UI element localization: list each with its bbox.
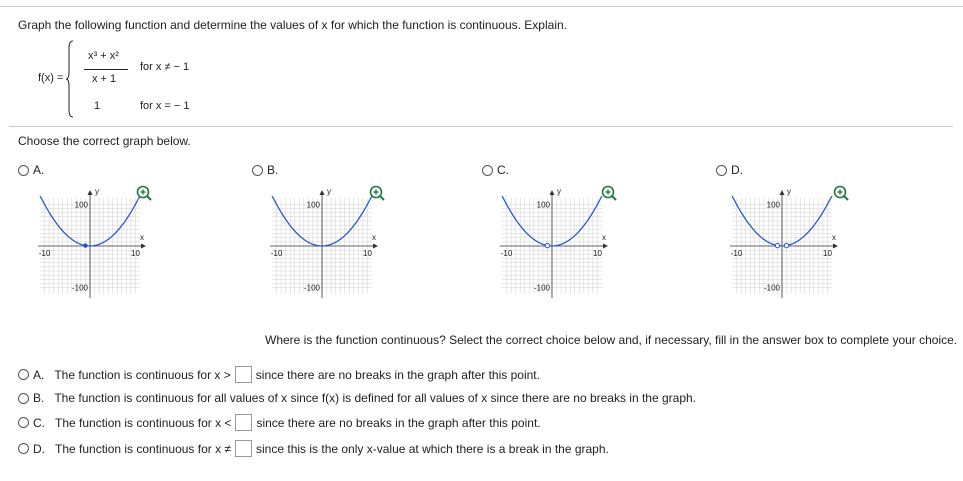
- y-axis-label: y: [95, 187, 99, 196]
- answer-input-d[interactable]: [235, 440, 252, 457]
- radio-b[interactable]: [252, 165, 263, 176]
- filled-point: [83, 243, 87, 247]
- x-arrow: [833, 244, 838, 249]
- x-tick-label: -10: [500, 249, 513, 258]
- answer-radio-a[interactable]: [18, 369, 29, 380]
- answer-post-c: since there are no breaks in the graph after this point.: [256, 415, 541, 430]
- open-point: [784, 243, 788, 247]
- answer-letter-d: D.: [33, 441, 45, 456]
- x-axis-label: x: [832, 233, 836, 242]
- y-tick-label: -100: [533, 283, 550, 293]
- graph-a: [30, 184, 160, 304]
- x-tick-label: 10: [363, 249, 372, 258]
- graph-svg: [722, 184, 852, 304]
- denominator: x + 1: [92, 73, 117, 85]
- open-point: [775, 243, 779, 247]
- fraction-bar: [84, 69, 128, 70]
- answer-option-c[interactable]: [18, 414, 541, 431]
- radio-a[interactable]: [18, 165, 29, 176]
- y-axis-label: y: [327, 187, 331, 196]
- answer-option-d[interactable]: [18, 440, 609, 457]
- answer-radio-d[interactable]: [18, 443, 29, 454]
- answer-post-a: since there are no breaks in the graph after this point.: [255, 367, 540, 382]
- graph-option-d[interactable]: [716, 163, 743, 177]
- x-axis-label: x: [140, 233, 144, 242]
- answer-option-b[interactable]: [18, 391, 696, 405]
- continuity-question: Where is the function continuous? Select the correct choice below and, if necessary, fill in the answer box to complete your choice.: [265, 333, 958, 347]
- function-name: f(x) =: [38, 72, 64, 84]
- x-tick-label: -10: [730, 249, 743, 258]
- graph-option-a-letter: A.: [33, 163, 45, 177]
- graph-svg: [262, 184, 392, 304]
- choose-graph-label: Choose the correct graph below.: [18, 134, 191, 148]
- open-point: [545, 243, 549, 247]
- x-arrow: [141, 244, 146, 249]
- y-tick-label: 100: [74, 200, 88, 210]
- left-brace-icon: [66, 40, 74, 118]
- y-arrow: [320, 190, 325, 195]
- y-axis-label: y: [557, 187, 561, 196]
- answer-input-a[interactable]: [235, 366, 252, 383]
- graph-option-a[interactable]: [18, 163, 44, 177]
- graph-option-d-letter: D.: [731, 163, 743, 177]
- answer-letter-b: B.: [33, 391, 45, 405]
- zoom-in-icon[interactable]: [136, 185, 152, 201]
- graph-svg: [492, 184, 622, 304]
- y-tick-label: -100: [71, 283, 88, 293]
- graph-c: [492, 184, 622, 304]
- x-tick-label: 10: [593, 249, 602, 258]
- case2-value: 1: [94, 100, 101, 112]
- x-tick-label: 10: [131, 249, 140, 258]
- zoom-in-icon[interactable]: [601, 185, 617, 201]
- x-arrow: [373, 244, 378, 249]
- y-arrow: [780, 190, 785, 195]
- radio-c[interactable]: [482, 165, 493, 176]
- answer-radio-b[interactable]: [18, 393, 29, 404]
- graph-option-b-letter: B.: [267, 163, 279, 177]
- graph-svg: [30, 184, 160, 304]
- y-tick-label: -100: [303, 283, 320, 293]
- x-axis-label: x: [372, 233, 376, 242]
- case1-condition: for x ≠ − 1: [140, 61, 190, 73]
- answer-option-a[interactable]: [18, 366, 540, 383]
- zoom-in-icon[interactable]: [369, 185, 385, 201]
- graph-option-c-letter: C.: [497, 163, 509, 177]
- answer-letter-a: A.: [33, 367, 45, 382]
- x-arrow: [603, 244, 608, 249]
- y-axis-label: y: [787, 187, 791, 196]
- y-tick-label: 100: [536, 200, 550, 210]
- section-divider: [9, 126, 953, 127]
- numerator: x³ + x²: [88, 50, 119, 62]
- graph-option-b[interactable]: [252, 163, 278, 177]
- graph-d: [722, 184, 852, 304]
- x-tick-label: -10: [270, 249, 283, 258]
- y-arrow: [88, 190, 93, 195]
- answer-text-b: The function is continuous for all values of x since f(x) is defined for all values of x since there are no breaks in the graph.: [54, 391, 697, 405]
- x-tick-label: 10: [823, 249, 832, 258]
- y-tick-label: 100: [306, 200, 320, 210]
- graph-b: [262, 184, 392, 304]
- question-prompt: Graph the following function and determine the values of x for which the function is continuous. Explain.: [18, 18, 567, 32]
- answer-text-d: The function is continuous for x ≠: [55, 441, 232, 456]
- y-tick-label: -100: [763, 283, 780, 293]
- answer-letter-c: C.: [33, 415, 45, 430]
- answer-text-a: The function is continuous for x >: [54, 367, 231, 382]
- y-arrow: [550, 190, 555, 195]
- answer-post-d: since this is the only x-value at which there is a break in the graph.: [256, 441, 609, 456]
- answer-radio-c[interactable]: [18, 417, 29, 428]
- radio-d[interactable]: [716, 165, 727, 176]
- answer-input-c[interactable]: [235, 414, 252, 431]
- y-tick-label: 100: [766, 200, 780, 210]
- top-divider: [0, 6, 963, 7]
- answer-text-c: The function is continuous for x <: [55, 415, 232, 430]
- case2-condition: for x = − 1: [140, 100, 190, 112]
- zoom-in-icon[interactable]: [833, 185, 849, 201]
- graph-option-c[interactable]: [482, 163, 509, 177]
- x-axis-label: x: [602, 233, 606, 242]
- x-tick-label: -10: [38, 249, 51, 258]
